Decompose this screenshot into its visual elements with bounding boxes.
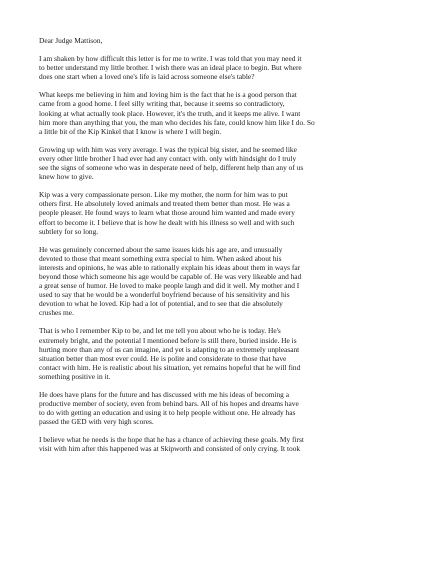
letter-paragraph	[39, 190, 400, 235]
letter-line: He does have plans for the future and has discussed with me his ideas of becoming a	[39, 390, 289, 399]
letter-paragraph	[39, 54, 400, 81]
letter-body	[39, 54, 400, 453]
letter-line: others first. He absolutely loved animals and treated them better than most. He was a	[39, 199, 290, 209]
letter-line: contact with him. He is realistic about his situation, yet remains hopeful that he will find	[39, 362, 301, 372]
letter-paragraph	[39, 90, 400, 135]
letter-line: I am shaken by how difficult this letter is for me to write. I was told that you may need it	[39, 54, 302, 64]
letter-line: him more than anything that you, the man who decides his fate, could know him like I do. So	[39, 117, 315, 127]
letter-line: people pleaser. He found ways to learn what those around him wanted and made every	[39, 208, 295, 218]
letter-paragraph	[39, 145, 400, 181]
letter-line: a great sense of humor. He loved to make people laugh and did it well. My mother and I	[39, 281, 300, 291]
letter-line: a little bit of the Kip Kinkel that I know is where I will begin.	[39, 126, 222, 136]
letter-line: What keeps me believing in him and loving him is the fact that he is a good person that	[39, 90, 297, 100]
letter-line: devotion to what he loved. Kip had a lot of potential, and to see that die absolutely	[39, 299, 283, 309]
letter-paragraph	[39, 390, 400, 426]
letter-line: beyond those which someone his age would be capable of. He was very likeable and had	[39, 271, 302, 281]
letter-line: Growing up with him was very average. I was the typical big sister, and he seemed like	[39, 144, 297, 154]
letter-line: visit with him after this happened was at Skipworth and consisted of only crying. It took	[39, 444, 301, 454]
letter-line: That is who I remember Kip to be, and let me tell you about who he is today. He's	[39, 326, 281, 336]
letter-line: came from a good home. I feel silly writing that, because it seems so contradictory,	[39, 99, 285, 109]
letter-line: every other little brother I had ever had any contact with. only with hindsight do I truly	[39, 153, 297, 163]
letter-line: He was genuinely concerned about the same issues kids his age are, and unusually	[39, 244, 283, 254]
letter-line: Kip was a very compassionate person. Like my mother, the norm for him was to put	[39, 190, 288, 200]
letter-line: to do with getting an education and using it to help people without one. He already has	[39, 408, 296, 418]
letter-paragraph	[39, 245, 400, 318]
letter-line: extremely bright, and the potential I mentioned before is still there, buried inside. He is	[39, 335, 297, 345]
letter-line: something positive in it.	[39, 371, 111, 381]
letter-salutation: Dear Judge Mattison,	[39, 36, 103, 45]
letter-line: crushes me.	[39, 308, 74, 318]
letter-line: devoted to those that meant something extra special to him. When asked about his	[39, 253, 282, 263]
letter-paragraph	[39, 435, 400, 453]
letter-line: interests and opinions, he was able to rationally explain his ideas about them in ways far	[39, 262, 301, 272]
letter-line: see the signs of someone who was in desperate need of help, different help than any of us	[39, 163, 304, 173]
letter-line: I believe what he needs is the hope that he has a chance of achieving these goals. My first	[39, 435, 304, 445]
letter-line: knew how to give.	[39, 172, 94, 182]
letter-line: situation better than most ever could. He is polite and considerate to those that have	[39, 353, 287, 363]
letter-line: passed the GED with very high scores.	[39, 417, 154, 427]
letter-line: used to say that he would be a wonderful boyfriend because of his sensitivity and his	[39, 290, 290, 300]
letter-line: does one start when a loved one's life is laid across someone else's table?	[39, 72, 255, 82]
letter-line: hurting more than any of us can imagine, and yet is adapting to an extremely unpleasant	[39, 344, 300, 354]
letter-line: looking at what actually took place. However, it's the truth, and it keeps me alive. I want	[39, 108, 301, 118]
letter-line: productive member of society, even from behind bars. All of his hopes and dreams have	[39, 399, 299, 409]
letter-line: effort to become it. I believe that is how he dealt with his illness so well and with such	[39, 217, 295, 227]
letter-paragraph	[39, 326, 400, 381]
letter-line: subtlety for so long.	[39, 226, 99, 236]
letter-line: to better understand my little brother. I wish there was an ideal place to begin. But where	[39, 63, 302, 73]
